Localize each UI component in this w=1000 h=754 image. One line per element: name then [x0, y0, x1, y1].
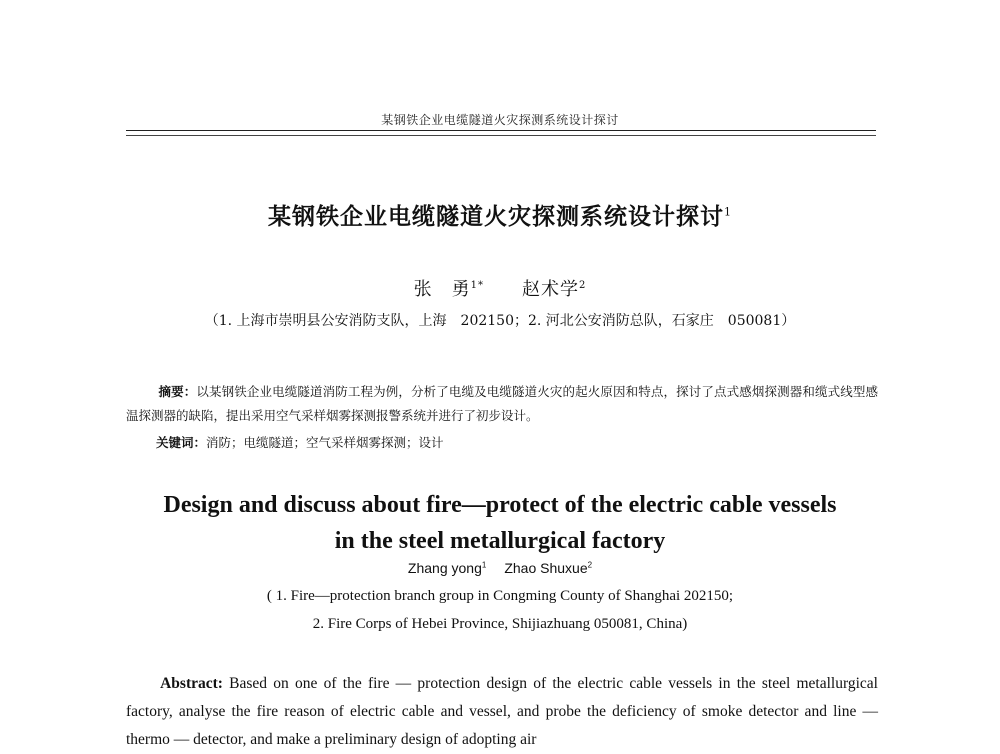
en-abstract: [126, 670, 878, 754]
en-title: [0, 487, 1000, 559]
en-authors: [0, 560, 1000, 576]
en-author-2-mark: 2: [587, 560, 593, 570]
running-header: 某钢铁企业电缆隧道火灾探测系统设计探讨: [381, 113, 619, 127]
cn-title-footnote-mark: 1: [724, 205, 732, 219]
header-rule: [126, 130, 876, 131]
cn-title-text: 某钢铁企业电缆隧道火灾探测系统设计探讨: [268, 203, 724, 230]
cn-abstract-label: 摘要：: [158, 384, 197, 399]
cn-keywords: [156, 433, 444, 451]
en-author-1: Zhang yong: [407, 560, 482, 576]
cn-author-2: 赵术学: [522, 279, 579, 300]
cn-keywords-label: 关键词：: [156, 435, 207, 450]
cn-keywords-text: 消防；电缆隧道；空气采样烟雾探测；设计: [206, 435, 444, 450]
en-author-1-mark: 1: [481, 560, 487, 570]
cn-abstract-text: 以某钢铁企业电缆隧道消防工程为例，分析了电缆及电缆隧道火灾的起火原因和特点，探讨了点式感烟探测器和缆式线型感温探测器的缺陷，提出采用空气采样烟雾探测报警系统并进行了初步设计。: [126, 384, 878, 423]
cn-author-1-mark: 1*: [470, 280, 484, 291]
cn-affiliation: （1. 上海市崇明县公安消防支队，上海 202150；2. 河北公安消防总队，石家庄 050081）: [204, 313, 796, 329]
cn-authors: [0, 275, 1000, 301]
en-author-2: Zhao Shuxue: [504, 560, 588, 576]
cn-title: [0, 198, 1000, 231]
en-affiliation-line-2: 2. Fire Corps of Hebei Province, Shijiazhuang 050081, China): [312, 616, 688, 632]
en-title-line-2: in the steel metallurgical factory: [334, 528, 666, 554]
cn-abstract: [126, 380, 878, 428]
en-abstract-label: Abstract:: [160, 675, 223, 692]
header-rule-thin: [126, 135, 876, 136]
cn-author-1: 张 勇: [413, 279, 471, 300]
en-affiliation-line-1: ( 1. Fire—protection branch group in Congming County of Shanghai 202150;: [266, 588, 734, 604]
cn-author-2-mark: 2: [579, 280, 587, 291]
en-title-line-1: Design and discuss about fire—protect of the electric cable vessels: [163, 492, 837, 518]
en-abstract-text: Based on one of the fire — protection design of the electric cable vessels in the steel metallurgical factory, analyse the fire reason of electric cable and vessel, and probe the deficiency of smoke detector and line — thermo — detector, and make a preliminary design of adopting air: [126, 675, 878, 748]
